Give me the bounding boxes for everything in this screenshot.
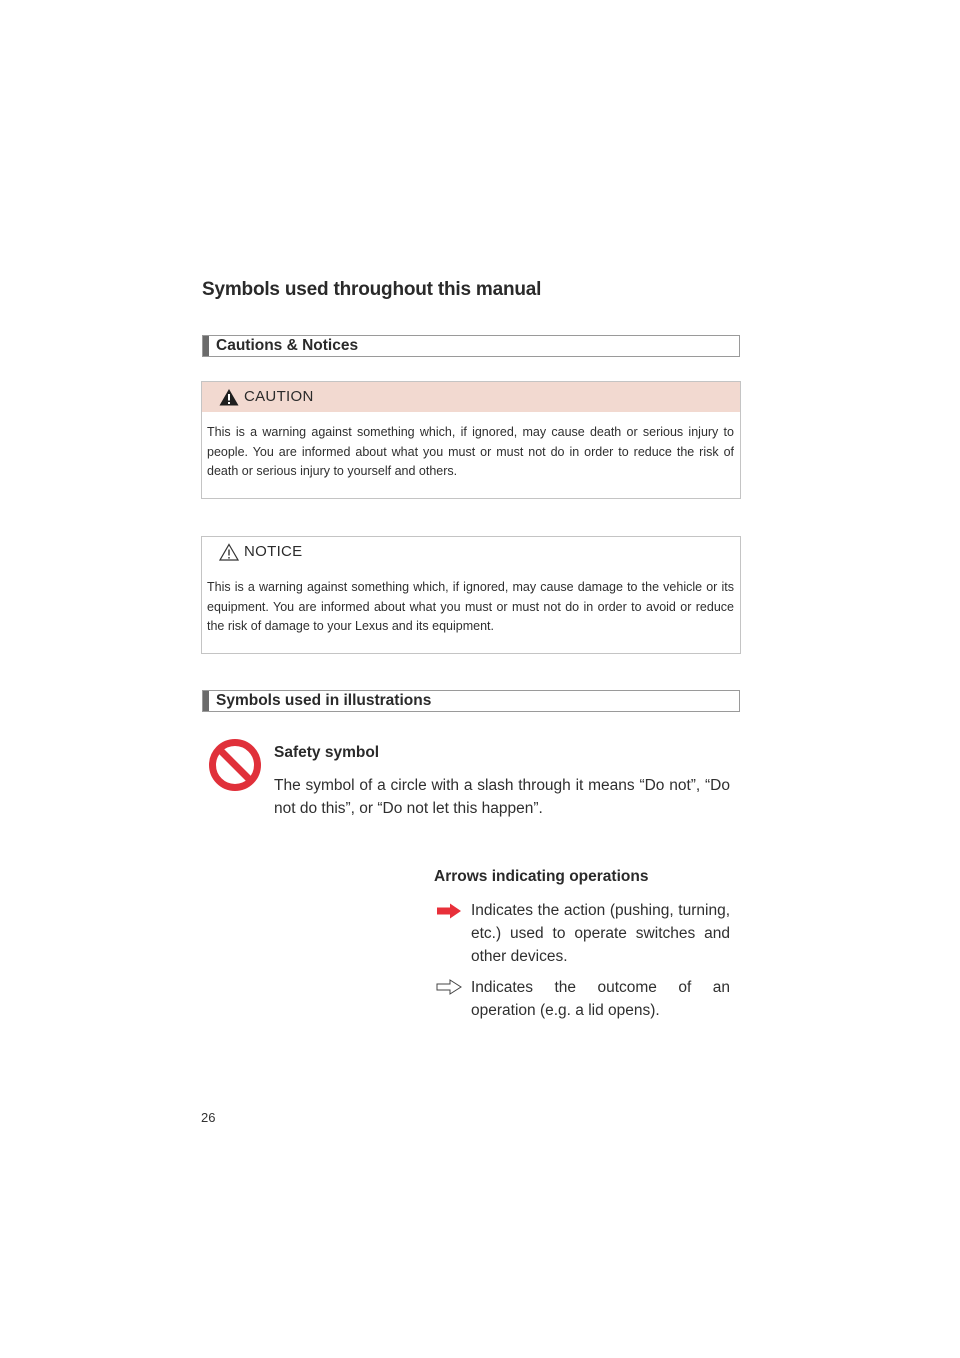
caution-label: CAUTION — [244, 388, 314, 405]
outline-arrow-right-icon — [436, 979, 462, 995]
section-heading-label: Symbols used in illustrations — [216, 692, 432, 709]
section-accent-bar — [203, 691, 209, 711]
notice-header — [202, 537, 740, 567]
outcome-arrow-description: Indicates the outcome of an operation (e.g. a lid opens). — [471, 979, 730, 1019]
action-arrow-description: Indicates the action (pushing, turning, etc.) used to operate switches and other devices. — [471, 902, 730, 965]
arrows-title: Arrows indicating operations — [434, 868, 649, 885]
warning-triangle-filled-icon — [219, 388, 239, 406]
caution-box — [201, 381, 741, 499]
section-heading-label: Cautions & Notices — [216, 337, 359, 354]
notice-text: This is a warning against something which, if ignored, may cause damage to the vehicle or its equipment. You are informed about what you must or must not do in order to avoid or reduce the risk of damage to your Lexus and its equipment. — [207, 580, 734, 633]
prohibition-circle-icon — [208, 738, 262, 792]
page-number: 26 — [201, 1110, 216, 1125]
warning-triangle-outline-icon — [219, 543, 239, 561]
section-accent-bar — [203, 336, 209, 356]
caution-header — [202, 382, 740, 412]
solid-arrow-right-icon — [436, 903, 462, 919]
page-title: Symbols used throughout this manual — [202, 279, 542, 300]
safety-symbol-title: Safety symbol — [274, 744, 380, 761]
safety-symbol-description: The symbol of a circle with a slash through it means “Do not”, “Do not do this”, or “Do not let this happen”. — [274, 777, 730, 817]
section-heading-illustrations — [202, 690, 740, 712]
notice-label: NOTICE — [244, 543, 303, 560]
notice-box — [201, 536, 741, 654]
section-heading-cautions — [202, 335, 740, 357]
caution-text: This is a warning against something which, if ignored, may cause death or serious injury to people. You are informed about what you must or must not do in order to reduce the risk of death or serious injury to yourself and others. — [207, 425, 734, 478]
